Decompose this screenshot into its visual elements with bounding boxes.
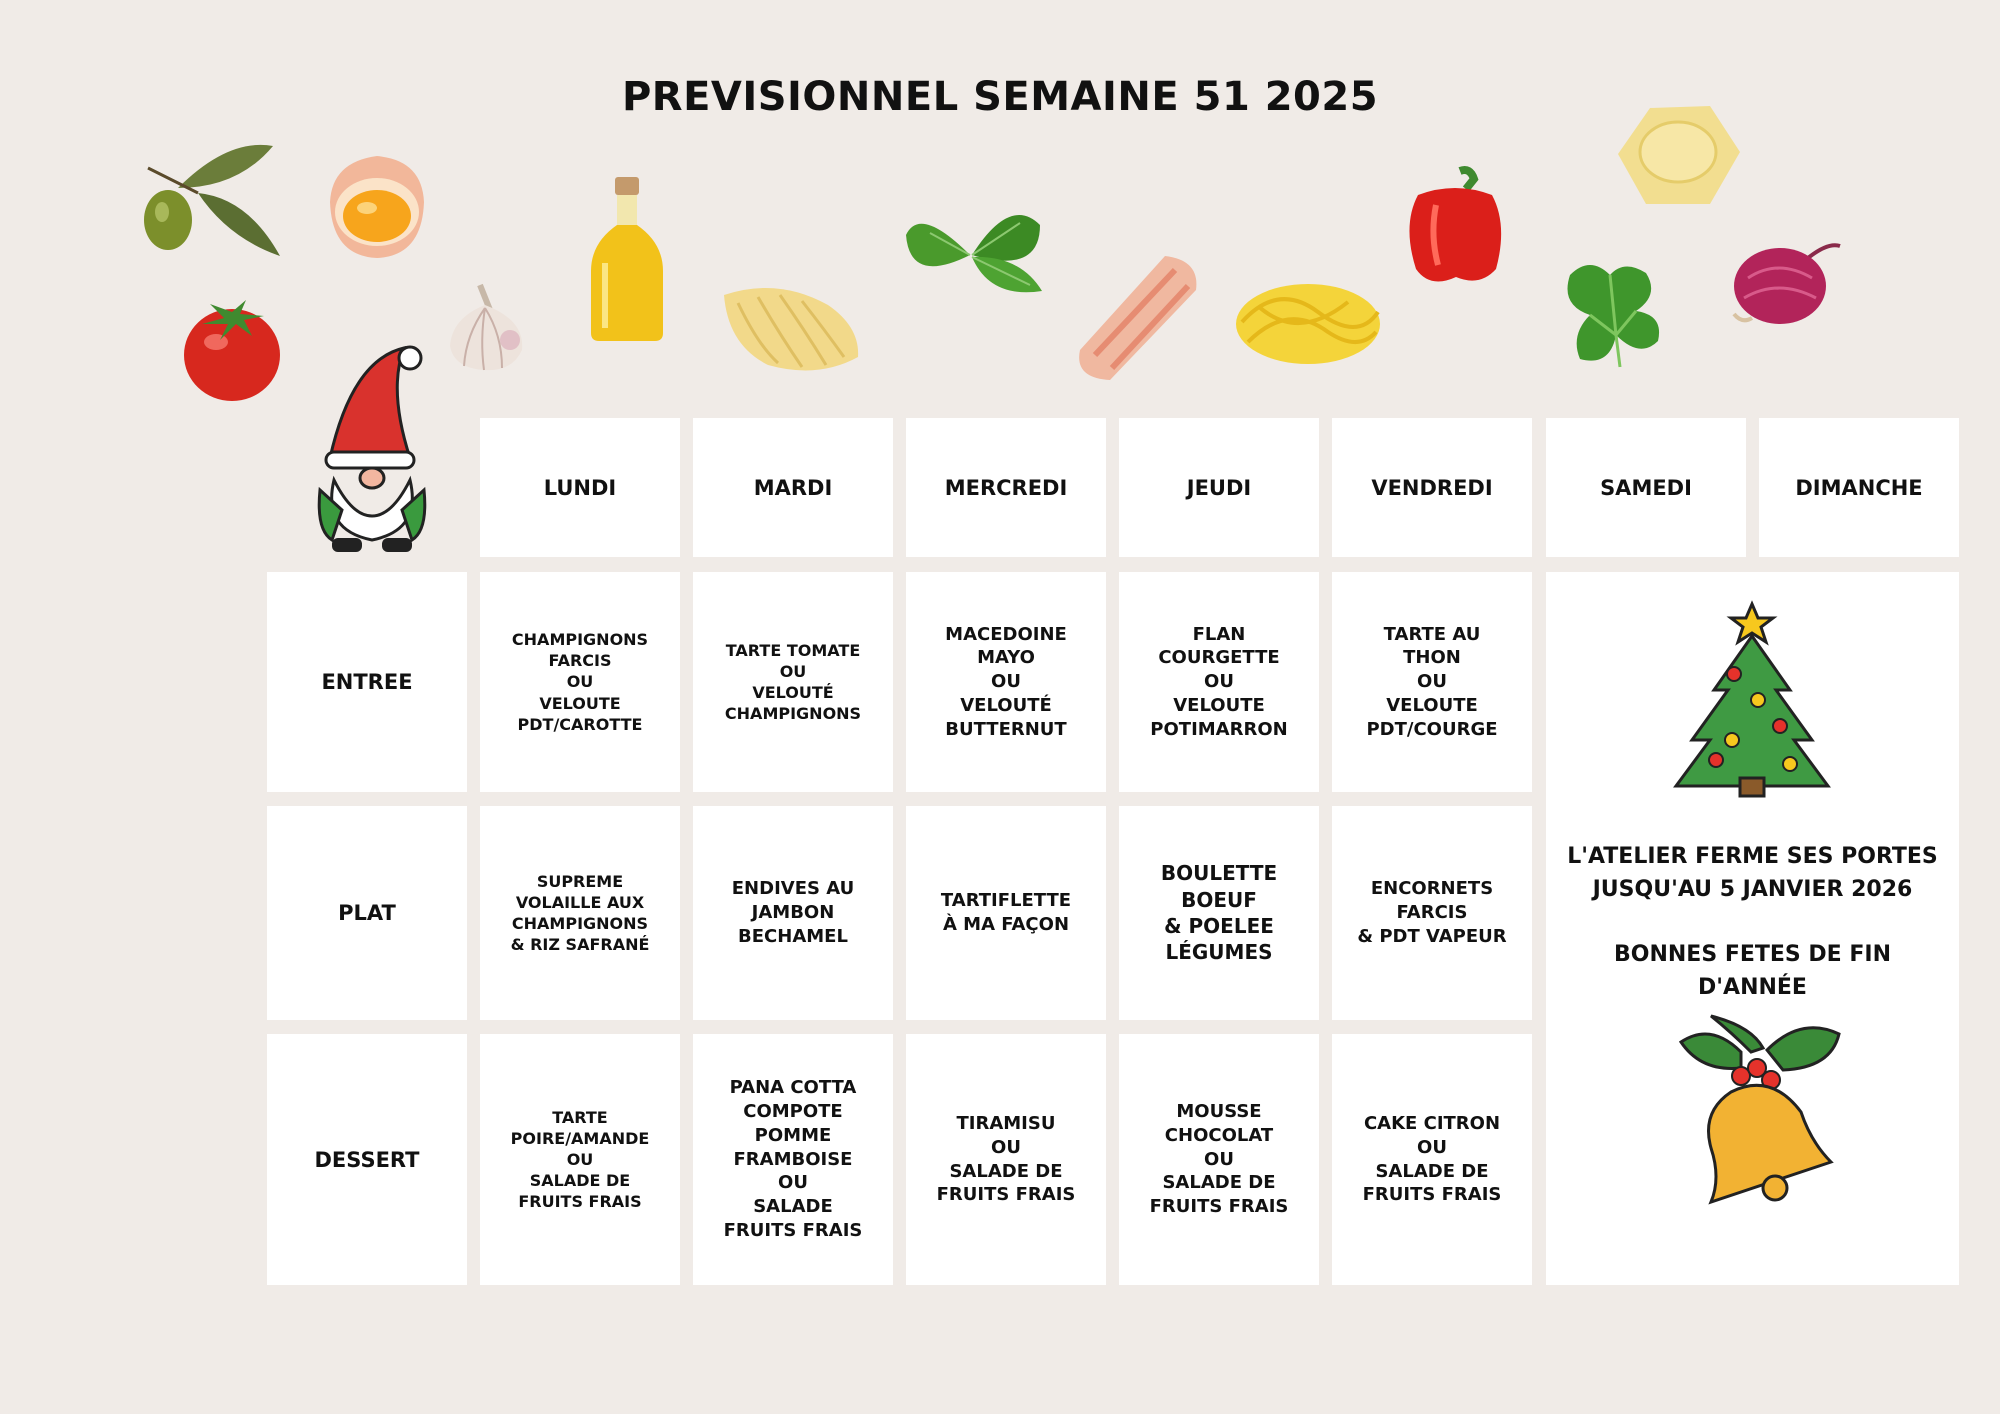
menu-cell-mercredi-entree: MACEDOINE MAYO OU VELOUTÉ BUTTERNUT: [906, 572, 1106, 792]
menu-cell-lundi-plat: SUPREME VOLAILLE AUX CHAMPIGNONS & RIZ SAFRANÉ: [480, 806, 680, 1020]
menu-cell-mardi-entree: TARTE TOMATE OU VELOUTÉ CHAMPIGNONS: [693, 572, 893, 792]
closure-message: L'ATELIER FERME SES PORTES JUSQU'AU 5 JANVIER 2026: [1567, 844, 1938, 902]
course-label-plat: PLAT: [267, 806, 467, 1020]
tomato-icon: [180, 290, 285, 405]
red-onion-icon: [1728, 228, 1843, 328]
menu-cell-vendredi-dessert: CAKE CITRON OU SALADE DE FRUITS FRAIS: [1332, 1034, 1532, 1285]
parsley-icon: [1560, 255, 1665, 370]
menu-cell-mercredi-dessert: TIRAMISU OU SALADE DE FRUITS FRAIS: [906, 1034, 1106, 1285]
christmas-tree-icon: [1672, 600, 1832, 800]
menu-cell-jeudi-entree: FLAN COURGETTE OU VELOUTE POTIMARRON: [1119, 572, 1319, 792]
basil-icon: [900, 195, 1050, 295]
course-label-dessert: DESSERT: [267, 1034, 467, 1285]
garlic-icon: [440, 280, 530, 375]
menu-cell-mercredi-plat: TARTIFLETTE À MA FAÇON: [906, 806, 1106, 1020]
menu-cell-lundi-entree: CHAMPIGNONS FARCIS OU VELOUTE PDT/CAROTTE: [480, 572, 680, 792]
bell-pepper-icon: [1400, 165, 1510, 290]
day-header-vendredi: VENDREDI: [1332, 418, 1532, 557]
olive-icon: [138, 138, 288, 258]
oil-bottle-icon: [585, 173, 670, 343]
menu-cell-mardi-plat: ENDIVES AU JAMBON BECHAMEL: [693, 806, 893, 1020]
day-header-mardi: MARDI: [693, 418, 893, 557]
day-header-samedi: SAMEDI: [1546, 418, 1746, 557]
weekend-closed-panel: [1546, 572, 1959, 1285]
gnome-icon: [312, 340, 437, 555]
menu-cell-jeudi-plat: BOULETTE BOEUF & POELEE LÉGUMES: [1119, 806, 1319, 1020]
pasta-shell-icon: [718, 275, 863, 380]
day-header-dimanche: DIMANCHE: [1759, 418, 1959, 557]
page-title: PREVISIONNEL SEMAINE 51 2025: [621, 74, 1379, 120]
spaghetti-icon: [1228, 272, 1388, 372]
christmas-bell-icon: [1671, 1012, 1871, 1212]
bacon-icon: [1070, 250, 1205, 385]
day-header-jeudi: JEUDI: [1119, 418, 1319, 557]
menu-cell-vendredi-plat: ENCORNETS FARCIS & PDT VAPEUR: [1332, 806, 1532, 1020]
menu-cell-mardi-dessert: PANA COTTA COMPOTE POMME FRAMBOISE OU SALADE FRUITS FRAIS: [693, 1034, 893, 1285]
menu-cell-jeudi-dessert: MOUSSE CHOCOLAT OU SALADE DE FRUITS FRAIS: [1119, 1034, 1319, 1285]
day-header-lundi: LUNDI: [480, 418, 680, 557]
menu-cell-lundi-dessert: TARTE POIRE/AMANDE OU SALADE DE FRUITS FRAIS: [480, 1034, 680, 1285]
course-label-entree: ENTREE: [267, 572, 467, 792]
menu-cell-vendredi-entree: TARTE AU THON OU VELOUTE PDT/COURGE: [1332, 572, 1532, 792]
egg-yolk-icon: [322, 152, 432, 262]
holiday-greeting: BONNES FETES DE FIN D'ANNÉE: [1614, 942, 1891, 1000]
day-header-mercredi: MERCREDI: [906, 418, 1106, 557]
ravioli-icon: [1610, 100, 1745, 210]
